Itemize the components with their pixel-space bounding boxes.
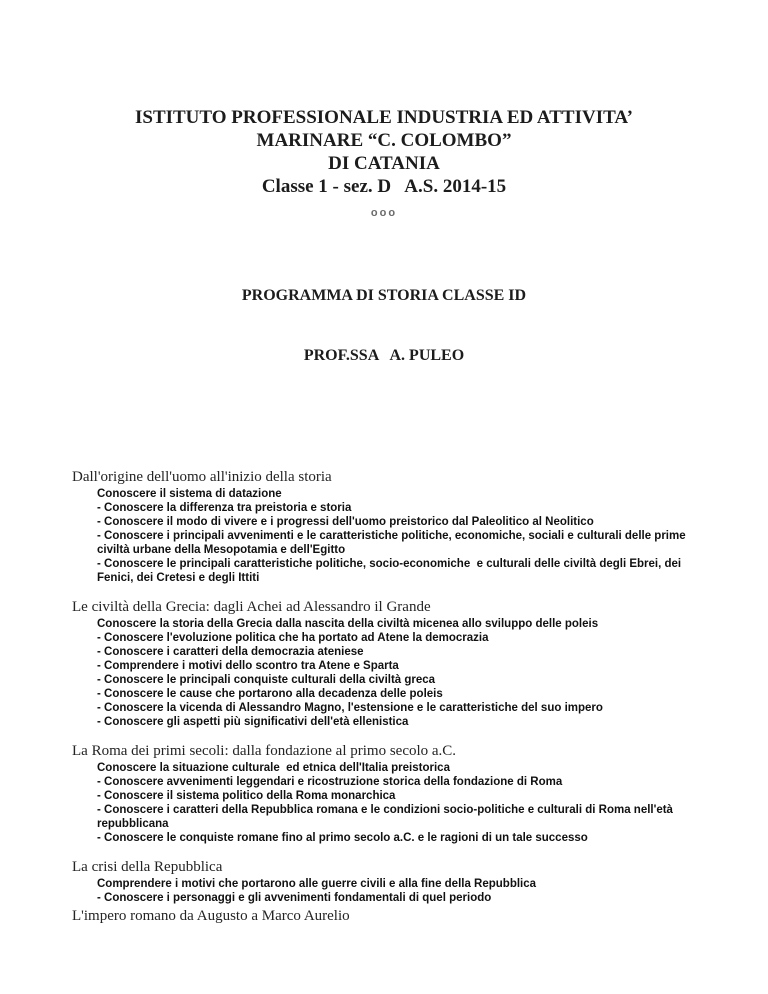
program-header: [0, 246, 768, 406]
topic-section: [72, 858, 710, 905]
objective-line: - Conoscere i principali avvenimenti e le caratteristiche politiche, economiche, sociali e culturali delle prime civiltà urbane della Mesopotamia e dell'Egitto: [97, 530, 689, 556]
objective-line: - Conoscere il sistema politico della Roma monarchica: [97, 790, 396, 802]
topic-heading: L'impero romano da Augusto a Marco Aurelio: [72, 908, 350, 924]
topic-heading: La crisi della Repubblica: [72, 859, 223, 875]
objective-line: - Conoscere le cause che portarono alla decadenza delle poleis: [97, 688, 443, 700]
teacher-name: PROF.SSA A. PULEO: [303, 347, 465, 364]
objective-line: - Conoscere i caratteri della Repubblica romana e le condizioni socio-politiche e culturali di Roma nell'età repubblicana: [97, 804, 677, 830]
institute-name-line1: ISTITUTO PROFESSIONALE INDUSTRIA ED ATTIVITA’: [134, 107, 633, 128]
topic-objectives: [72, 877, 710, 905]
topic-section: [72, 907, 710, 925]
objective-line: - Conoscere le conquiste romane fino al primo secolo a.C. e le ragioni di un tale successo: [97, 832, 588, 844]
program-title: PROGRAMMA DI STORIA CLASSE ID: [241, 287, 527, 304]
topic-section: [72, 598, 710, 729]
topic-heading: Dall'origine dell'uomo all'inizio della storia: [72, 469, 332, 485]
program-sections: [0, 468, 768, 925]
objective-line: - Conoscere la vicenda di Alessandro Magno, l'estensione e le caratteristiche del suo impero: [97, 702, 603, 714]
objective-line: - Conoscere i caratteri della democrazia ateniese: [97, 646, 364, 658]
objective-line: Conoscere la situazione culturale ed etnica dell'Italia preistorica: [97, 762, 450, 774]
topic-heading: Le civiltà della Grecia: dagli Achei ad Alessandro il Grande: [72, 599, 431, 615]
class-year-line: Classe 1 - sez. D A.S. 2014-15: [261, 176, 507, 197]
topic-objectives: [72, 487, 710, 585]
objective-line: Conoscere la storia della Grecia dalla nascita della civiltà micenea allo sviluppo delle poleis: [97, 618, 599, 630]
objective-line: - Conoscere l'evoluzione politica che ha portato ad Atene la democrazia: [97, 632, 489, 644]
document-header: [0, 0, 768, 198]
objective-line: - Conoscere il modo di vivere e i progressi dell'uomo preistorico dal Paleolitico al Neolitico: [97, 516, 594, 528]
ornamental-separator: ooo: [370, 207, 398, 219]
objective-line: - Comprendere i motivi dello scontro tra Atene e Sparta: [97, 660, 399, 672]
objective-line: - Conoscere gli aspetti più significativi dell'età ellenistica: [97, 716, 409, 728]
topic-section: [72, 468, 710, 585]
objective-line: Comprendere i motivi che portarono alle guerre civili e alla fine della Repubblica: [97, 878, 537, 890]
objective-line: - Conoscere le principali conquiste culturali della civiltà greca: [97, 674, 436, 686]
objective-line: - Conoscere le principali caratteristiche politiche, socio-economiche e culturali delle civiltà degli Ebrei, dei Fenici, dei Cretesi e degli Ittiti: [97, 558, 685, 584]
institute-name-line2: MARINARE “C. COLOMBO”: [256, 130, 512, 151]
topic-objectives: [72, 617, 710, 729]
topic-heading: La Roma dei primi secoli: dalla fondazione al primo secolo a.C.: [72, 743, 457, 759]
objective-line: Conoscere il sistema di datazione: [97, 488, 282, 500]
topic-section: [72, 742, 710, 845]
objective-line: - Conoscere i personaggi e gli avvenimenti fondamentali di quel periodo: [97, 892, 492, 904]
institute-name-line3: DI CATANIA: [328, 153, 440, 174]
topic-objectives: [72, 761, 710, 845]
objective-line: - Conoscere la differenza tra preistoria e storia: [97, 502, 352, 514]
objective-line: - Conoscere avvenimenti leggendari e ricostruzione storica della fondazione di Roma: [97, 776, 563, 788]
